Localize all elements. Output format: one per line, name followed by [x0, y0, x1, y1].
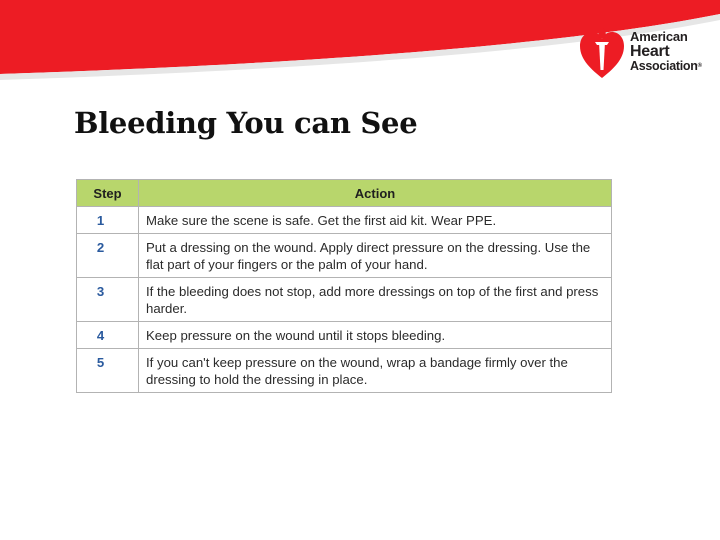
table-row	[77, 207, 612, 234]
step-number: 3	[77, 278, 139, 322]
column-header-step: Step	[77, 180, 139, 207]
step-number: 4	[77, 322, 139, 349]
logo-line-heart: Heart	[630, 43, 670, 60]
logo-wordmark	[630, 29, 702, 74]
table-row	[77, 349, 612, 393]
step-action: Make sure the scene is safe. Get the first aid kit. Wear PPE.	[139, 207, 612, 234]
step-action: If you can't keep pressure on the wound, wrap a bandage firmly over the dressing to hold the dressing in place.	[139, 349, 612, 393]
logo-line-association: Association®	[630, 59, 702, 73]
table-row	[77, 278, 612, 322]
step-number: 1	[77, 207, 139, 234]
column-header-action: Action	[139, 180, 612, 207]
step-action: Keep pressure on the wound until it stops bleeding.	[139, 322, 612, 349]
bleeding-steps-table	[76, 179, 612, 393]
step-number: 5	[77, 349, 139, 393]
table-row	[77, 234, 612, 278]
heart-torch-icon	[578, 24, 626, 82]
step-action: Put a dressing on the wound. Apply direct pressure on the dressing. Use the flat part of your fingers or the palm of your hand.	[139, 234, 612, 278]
table-row	[77, 322, 612, 349]
slide-title: Bleeding You can See	[74, 106, 418, 140]
table-header-row	[77, 180, 612, 207]
step-action: If the bleeding does not stop, add more dressings on top of the first and press harder.	[139, 278, 612, 322]
step-number: 2	[77, 234, 139, 278]
aha-logo	[578, 24, 718, 84]
logo-line-american: American	[630, 29, 688, 44]
registered-mark: ®	[697, 63, 702, 69]
